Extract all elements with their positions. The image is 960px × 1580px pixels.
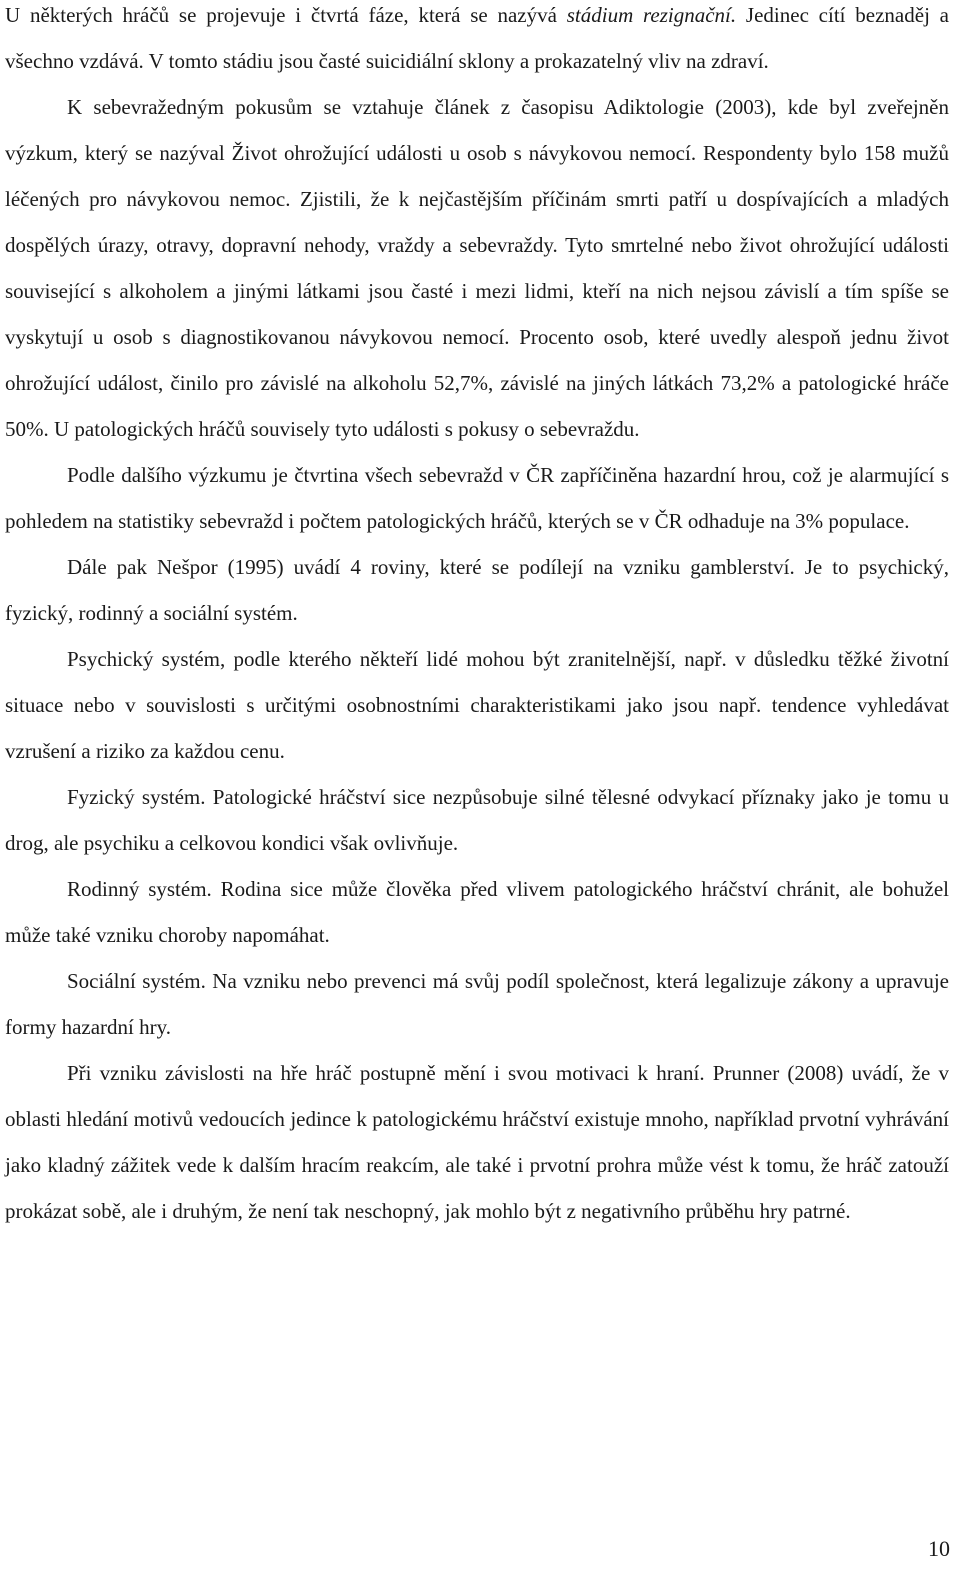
paragraph-family-system: Rodinný systém. Rodina sice může člověka před vlivem patologického hráčství chránit, ale bohužel může také vzniku choroby napomáhat.	[5, 877, 949, 947]
paragraph-adiktologie-study: K sebevražedným pokusům se vztahuje článek z časopisu Adiktologie (2003), kde byl zveřejněn výzkum, který se nazýval Život ohrožující události u osob s návykovou nemocí. Respondenty bylo 158 mužů léčených pro návykovou nemoc. Zjistili, že k nejčastějším příčinám smrti patří u dospívajících a mladých dospělých úrazy, otravy, dopravní nehody, vraždy a sebevraždy. Tyto smrtelné nebo život ohrožující události související s alkoholem a jinými látkami jsou časté i mezi lidmi, kteří na nich nejsou závislí a tím spíše se vyskytují u osob s diagnostikovanou návykovou nemocí. Procento osob, které uvedly alespoň jednu život ohrožující událost, činilo pro závislé na alkoholu 52,7%, závislé na jiných látkách 73,2% a patologické hráče 50%. U patologických hráčů souvisely tyto události s pokusy o sebevraždu.	[5, 95, 949, 441]
paragraph-text: Jedinec cítí beznaděj a všechno vzdává. V tomto stádiu jsou časté suicidiální sklony a prokazatelný vliv na zdraví.	[5, 3, 950, 73]
document-page	[5, 0, 949, 1234]
page-number: 10	[928, 1536, 950, 1561]
paragraph-suicide-statistics: Podle dalšího výzkumu je čtvrtina všech sebevražd v ČR zapříčiněna hazardní hrou, což je alarmující s pohledem na statistiky sebevražd i počtem patologických hráčů, kterých se v ČR odhaduje na 3% populace.	[5, 463, 949, 533]
paragraph-social-system: Sociální systém. Na vzniku nebo prevenci má svůj podíl společnost, která legalizuje zákony a upravuje formy hazardní hry.	[5, 969, 949, 1039]
paragraph-text: U některých hráčů se projevuje i čtvrtá fáze, která se nazývá	[5, 3, 567, 27]
paragraph-four-levels: Dále pak Nešpor (1995) uvádí 4 roviny, které se podílejí na vzniku gamblerství. Je to psychický, fyzický, rodinný a sociální systém.	[5, 555, 949, 625]
paragraph-physical-system: Fyzický systém. Patologické hráčství sice nezpůsobuje silné tělesné odvykací příznaky jako je tomu u drog, ale psychiku a celkovou kondici však ovlivňuje.	[5, 785, 949, 855]
paragraph-psychic-system: Psychický systém, podle kterého někteří lidé mohou být zranitelnější, např. v důsledku těžké životní situace nebo v souvislosti s určitými osobnostními charakteristikami jako jsou např. tendence vyhledávat vzrušení a riziko za každou cenu.	[5, 647, 949, 763]
paragraph-resignation-stage	[5, 0, 949, 84]
paragraph-motivation: Při vzniku závislosti na hře hráč postupně mění i svou motivaci k hraní. Prunner (2008) uvádí, že v oblasti hledání motivů vedoucích jedince k patologickému hráčství existuje mnoho, například prvotní vyhrávání jako kladný zážitek vede k dalším hracím reakcím, ale také i prvotní prohra může vést k tomu, že hráč zatouží prokázat sobě, ale i druhým, že není tak neschopný, jak mohlo být z negativního průběhu hry patrné.	[5, 1061, 949, 1223]
emphasis-term: stádium rezignační.	[566, 3, 737, 27]
